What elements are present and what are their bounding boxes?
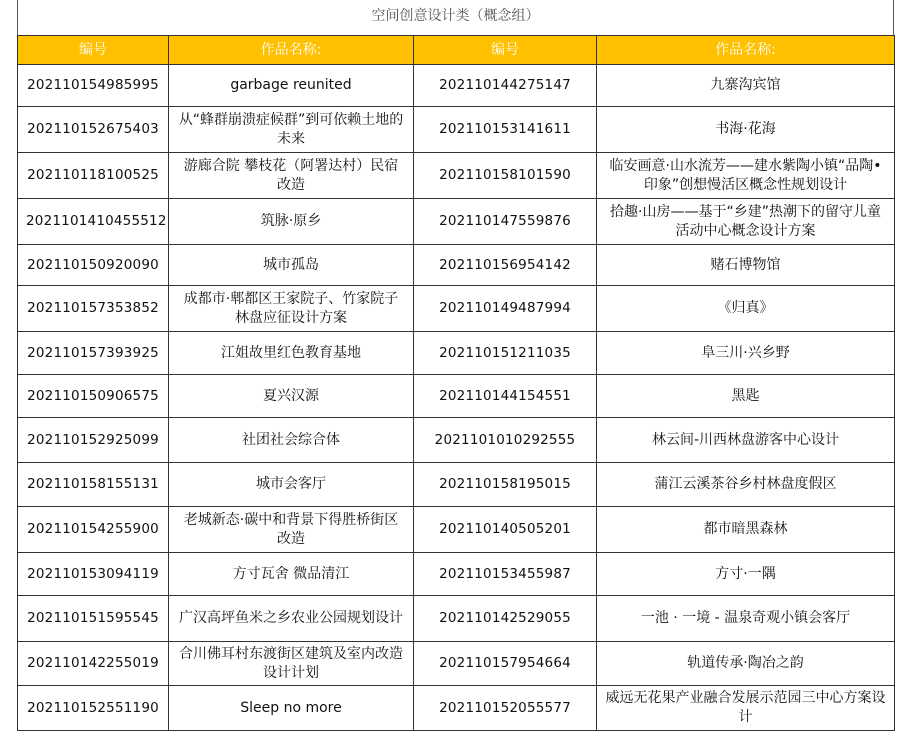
- entry-code-left: 202110152675403: [18, 107, 169, 153]
- entry-code-left: 202110150920090: [18, 245, 169, 286]
- header-code-right: 编号: [414, 36, 597, 65]
- table-row: [18, 107, 895, 153]
- entry-name-left: 江姐故里红色教育基地: [169, 332, 414, 375]
- entry-code-left: 202110157353852: [18, 286, 169, 332]
- entry-code-left: 202110152551190: [18, 686, 169, 731]
- table-row: [18, 375, 895, 418]
- entry-name-left: 城市会客厅: [169, 463, 414, 507]
- entry-code-right: 202110152055577: [414, 686, 597, 731]
- entry-name-right: 方寸·一隅: [597, 553, 895, 596]
- entry-code-right: 202110158101590: [414, 153, 597, 199]
- entry-name-left: 社团社会综合体: [169, 418, 414, 463]
- entry-name-right: 林云间-川西林盘游客中心设计: [597, 418, 895, 463]
- entry-name-right: 都市暗黑森林: [597, 507, 895, 553]
- entry-code-left: 202110150906575: [18, 375, 169, 418]
- entry-code-right: 202110144154551: [414, 375, 597, 418]
- table-row: [18, 686, 895, 731]
- entry-code-right: 2021101010292555: [414, 418, 597, 463]
- entry-code-right: 202110157954664: [414, 642, 597, 686]
- table-row: [18, 507, 895, 553]
- entry-name-right: 轨道传承·陶冶之韵: [597, 642, 895, 686]
- table-row: [18, 153, 895, 199]
- entry-name-right: 拾趣·山房——基于“乡建”热潮下的留守儿童活动中心概念设计方案: [597, 199, 895, 245]
- entry-name-left: 广汉高坪鱼米之乡农业公园规划设计: [169, 596, 414, 642]
- entry-code-right: 202110153141611: [414, 107, 597, 153]
- entry-code-left: 202110118100525: [18, 153, 169, 199]
- entry-name-right: 书海·花海: [597, 107, 895, 153]
- entry-name-right: 黑匙: [597, 375, 895, 418]
- entry-name-left: 筑脉·原乡: [169, 199, 414, 245]
- entry-code-left: 202110152925099: [18, 418, 169, 463]
- entry-name-left: Sleep no more: [169, 686, 414, 731]
- table-row: [18, 596, 895, 642]
- entry-name-left: 合川佛耳村东渡街区建筑及室内改造设计计划: [169, 642, 414, 686]
- header-code-left: 编号: [18, 36, 169, 65]
- entry-name-left: 方寸瓦舍 微品清江: [169, 553, 414, 596]
- table-row: [18, 418, 895, 463]
- table-row: [18, 286, 895, 332]
- entry-name-right: 《归真》: [597, 286, 895, 332]
- entry-name-right: 临安画意·山水流芳——建水紫陶小镇“品陶•印象”创想慢活区概念性规划设计: [597, 153, 895, 199]
- entry-code-right: 202110142529055: [414, 596, 597, 642]
- entry-name-right: 一池 · 一境 - 温泉奇观小镇会客厅: [597, 596, 895, 642]
- entry-code-left: 202110154985995: [18, 65, 169, 107]
- entry-code-left: 202110153094119: [18, 553, 169, 596]
- table-row: [18, 332, 895, 375]
- entry-code-right: 202110149487994: [414, 286, 597, 332]
- table-row: [18, 553, 895, 596]
- entry-code-right: 202110158195015: [414, 463, 597, 507]
- entry-name-right: 赌石博物馆: [597, 245, 895, 286]
- header-name-left: 作品名称:: [169, 36, 414, 65]
- entry-name-right: 蒲江云溪茶谷乡村林盘度假区: [597, 463, 895, 507]
- entry-name-left: 从“蜂群崩溃症候群”到可依赖土地的未来: [169, 107, 414, 153]
- entry-code-right: 202110144275147: [414, 65, 597, 107]
- entries-table: [17, 35, 895, 731]
- entry-name-left: 老城新态·碳中和背景下得胜桥街区改造: [169, 507, 414, 553]
- table-row: [18, 199, 895, 245]
- entry-code-left: 202110158155131: [18, 463, 169, 507]
- entry-code-left: 202110151595545: [18, 596, 169, 642]
- entry-code-left: 2021101410455512: [18, 199, 169, 245]
- entry-code-left: 202110157393925: [18, 332, 169, 375]
- document-page: [17, 0, 894, 735]
- entry-name-left: 成都市·郫都区王家院子、竹家院子林盘应征设计方案: [169, 286, 414, 332]
- entry-name-right: 威远无花果产业融合发展示范园三中心方案设计: [597, 686, 895, 731]
- entry-name-left: 游廊合院 攀枝花（阿署达村）民宿改造: [169, 153, 414, 199]
- table-row: [18, 65, 895, 107]
- table-header-row: [18, 36, 895, 65]
- entry-code-right: 202110151211035: [414, 332, 597, 375]
- entry-name-right: 阜三川·兴乡野: [597, 332, 895, 375]
- entry-name-left: 城市孤岛: [169, 245, 414, 286]
- entry-name-right: 九寨沟宾馆: [597, 65, 895, 107]
- entry-code-right: 202110147559876: [414, 199, 597, 245]
- entry-code-right: 202110140505201: [414, 507, 597, 553]
- header-name-right: 作品名称:: [597, 36, 895, 65]
- entry-name-left: 夏兴汉源: [169, 375, 414, 418]
- table-row: [18, 245, 895, 286]
- entry-code-left: 202110142255019: [18, 642, 169, 686]
- entry-code-right: 202110156954142: [414, 245, 597, 286]
- entry-name-left: garbage reunited: [169, 65, 414, 107]
- entry-code-right: 202110153455987: [414, 553, 597, 596]
- table-row: [18, 463, 895, 507]
- entry-code-left: 202110154255900: [18, 507, 169, 553]
- table-title: 空间创意设计类（概念组）: [17, 0, 894, 35]
- table-row: [18, 642, 895, 686]
